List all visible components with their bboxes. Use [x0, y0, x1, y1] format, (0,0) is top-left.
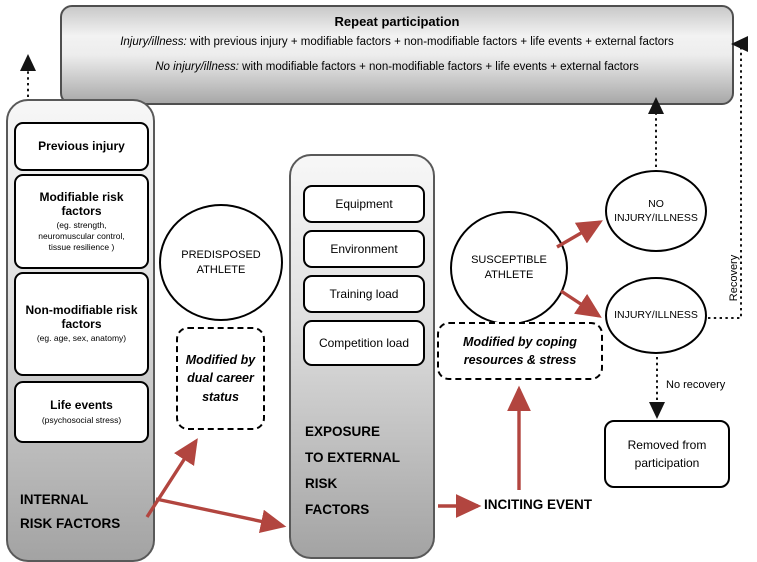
modifiable-risk-factors-examples: (eg. strength, neuromuscular control, tissue resilience ) [38, 220, 125, 252]
repeat-injury-text: with previous injury + modifiable factors + non-modifiable factors + life events + external factors [186, 36, 674, 48]
predisposed-athlete-node [159, 204, 283, 321]
modifiable-risk-factors-label: Modifiable risk factors [39, 189, 124, 218]
training-load-box: Training load [303, 275, 425, 313]
recovery-label: Recovery [728, 254, 740, 302]
equipment-box: Equipment [303, 185, 425, 223]
life-events-label: Life events [50, 397, 113, 412]
life-events-box [14, 381, 149, 443]
non-modifiable-risk-factors-label: Non-modifiable risk factors [25, 302, 138, 331]
predisposed-athlete-label: PREDISPOSED ATHLETE [181, 248, 261, 276]
exposure-title: EXPOSURE TO EXTERNAL RISK FACTORS [305, 424, 401, 517]
repeat-injury-prefix: Injury/illness: [120, 36, 187, 48]
arrow-internal-to-exposure [156, 499, 283, 526]
dual-career-modifier-label: Modified by dual career status [185, 353, 256, 404]
injury-illness-label: INJURY/ILLNESS [614, 309, 698, 322]
inciting-event-label: INCITING EVENT [484, 497, 593, 512]
internal-risk-factors-title: INTERNAL RISK FACTORS [20, 492, 121, 531]
removed-from-participation-box [604, 420, 730, 488]
life-events-examples: (psychosocial stress) [41, 414, 122, 425]
coping-modifier-label: Modified by coping resources & stress [463, 334, 577, 367]
non-modifiable-risk-factors-examples: (eg. age, sex, anatomy) [36, 333, 127, 344]
repeat-injury-line [62, 36, 732, 48]
non-modifiable-risk-factors-box [14, 272, 149, 376]
susceptible-athlete-node [450, 211, 568, 325]
internal-risk-factors-panel [6, 99, 155, 562]
previous-injury-box [14, 122, 149, 171]
coping-modifier-box [437, 322, 603, 380]
removed-from-participation-label: Removed from participation [627, 438, 707, 470]
repeat-no-injury-line [62, 61, 732, 73]
susceptible-athlete-label: SUSCEPTIBLE ATHLETE [471, 254, 547, 281]
repeat-participation-box [60, 5, 734, 105]
no-injury-illness-node [605, 170, 707, 252]
arrow-susceptible-to-injury [561, 291, 599, 316]
arrow-susceptible-to-noinjury [557, 222, 600, 247]
environment-box: Environment [303, 230, 425, 268]
repeat-no-injury-prefix: No injury/illness: [155, 61, 239, 73]
competition-load-box: Competition load [303, 320, 425, 366]
injury-illness-node [605, 277, 707, 354]
repeat-no-injury-text: with modifiable factors + non-modifiable factors + life events + external factors [238, 61, 639, 73]
dual-career-modifier-box [176, 327, 265, 430]
modifiable-risk-factors-box [14, 174, 149, 269]
no-injury-illness-label: NO INJURY/ILLNESS [614, 197, 698, 224]
external-risk-factors-panel [289, 154, 435, 559]
no-recovery-label: No recovery [666, 379, 726, 391]
previous-injury-label: Previous injury [38, 138, 125, 153]
repeat-participation-title: Repeat participation [334, 14, 460, 29]
